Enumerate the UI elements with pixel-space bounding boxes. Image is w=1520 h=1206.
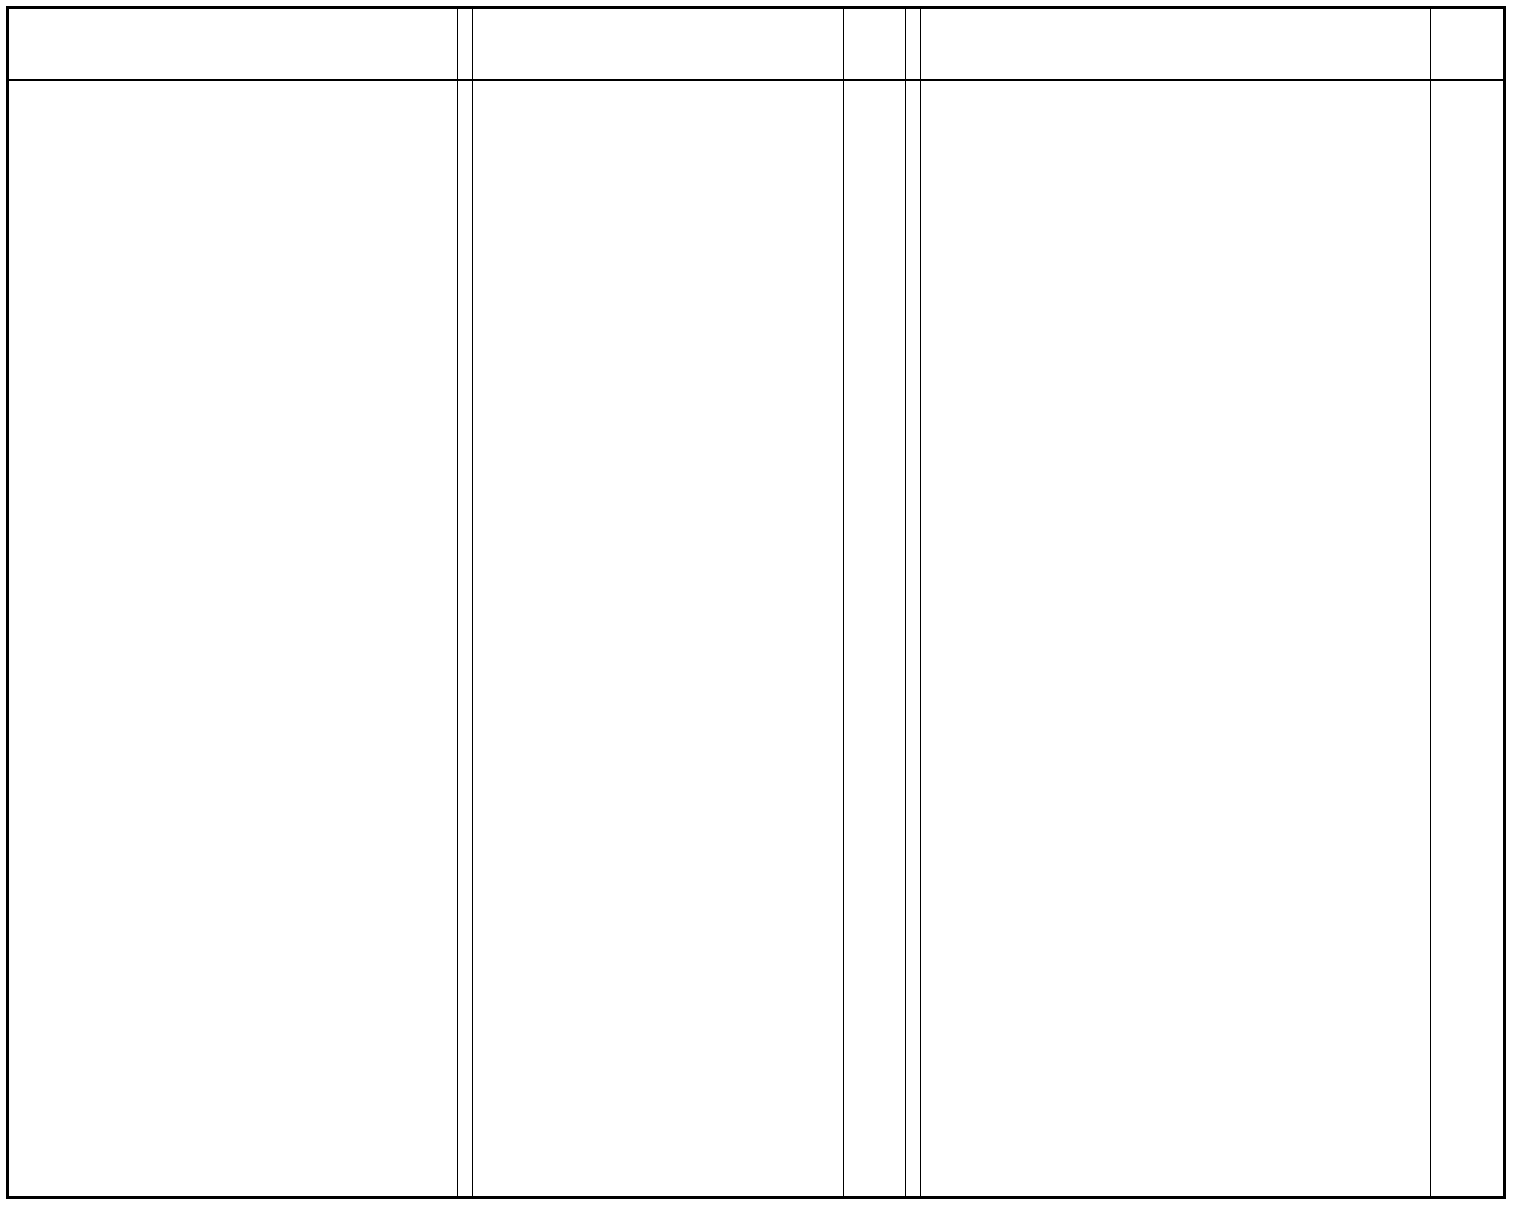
column-divider: [843, 9, 844, 1196]
column-divider: [920, 9, 921, 1196]
header-nominal-value: [845, 9, 905, 15]
header-function: [926, 9, 1431, 18]
column-divider: [472, 9, 473, 1196]
header-designation: [477, 9, 849, 18]
column-divider: [457, 9, 458, 1196]
table-header: [9, 9, 1503, 81]
column-divider: [1430, 9, 1431, 1196]
fuse-table: [6, 6, 1506, 1199]
column-divider: [905, 9, 906, 1196]
header-terminal: [1421, 9, 1493, 15]
header-no: [9, 9, 457, 18]
